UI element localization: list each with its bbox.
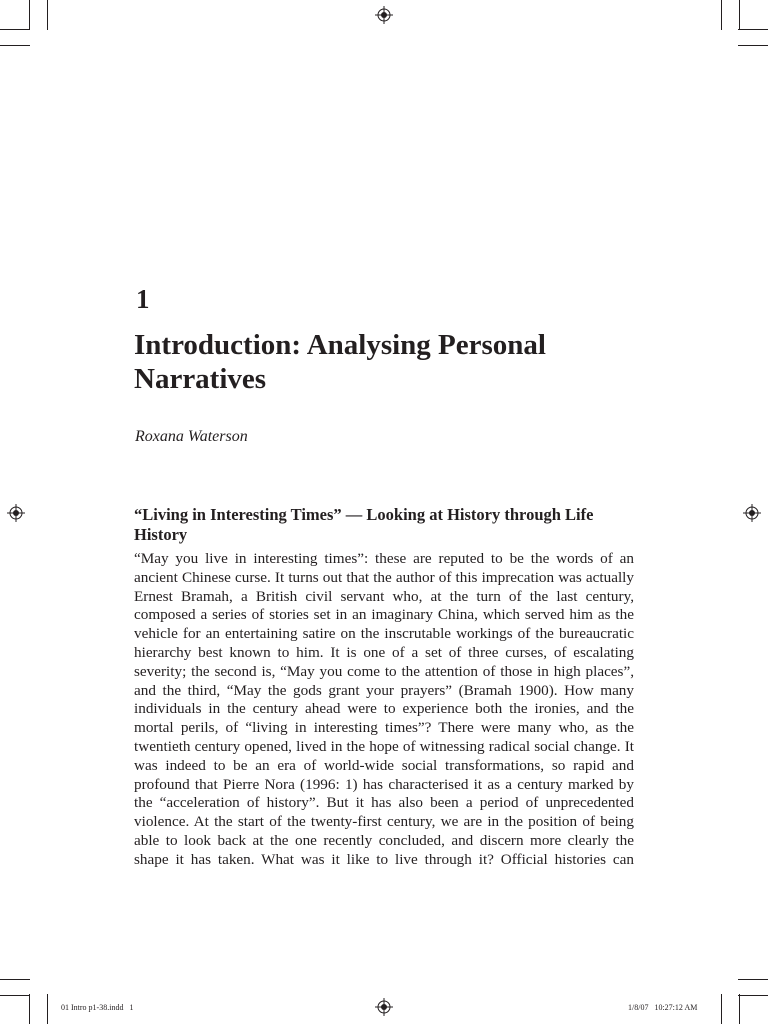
crop-mark — [47, 994, 48, 1024]
slug-timestamp: 1/8/07 10:27:12 AM — [628, 1003, 698, 1012]
crop-mark — [738, 979, 768, 980]
crop-mark — [0, 995, 30, 996]
crop-mark — [47, 0, 48, 30]
registration-mark-icon — [375, 6, 393, 24]
crop-mark — [29, 994, 30, 1024]
section-heading: “Living in Interesting Times” — Looking at History through Life History — [134, 505, 594, 544]
registration-mark-icon — [7, 504, 25, 522]
chapter-number: 1 — [136, 284, 151, 314]
crop-mark — [739, 0, 740, 30]
crop-mark — [738, 995, 768, 996]
crop-mark — [0, 979, 30, 980]
crop-mark — [29, 0, 30, 30]
crop-mark — [721, 994, 722, 1024]
crop-mark — [0, 29, 30, 30]
registration-mark-icon — [375, 998, 393, 1016]
body-paragraph: “May you live in interesting times”: these are reputed to be the words of an ancient Chinese curse. It turns out that the author of this imprecation was actually Ernest Bramah, a British civil servant who, at the turn of the last century, composed a series of stories set in an imaginary China, which served him as the vehicle for an entertaining satire on the inscrutable workings of the bureaucratic hierarchy best known to him. It is one of a set of three curses, of escalating severity; the second is, “May you come to the attention of those in high places”, and the third, “May the gods grant your prayers” (Bramah 1900). How many individuals in the century ahead were to experience both the ironies, and the mortal perils, of “living in interesting times”? There were many who, as the twentieth century opened, lived in the hope of witnessing radical social change. It was indeed to be an era of world-wide social transformations, so rapid and profound that Pierre Nora (1996: 1) has characterised it as a century marked by the “acceleration of history”. But it has also been a period of unprecedented violence. At the start of the twenty-first century, we are in the position of being able to look back at the one recently concluded, and discern more clearly the shape it has taken. What was it like to live through it? Official histories can — [134, 550, 634, 868]
chapter-author: Roxana Waterson — [135, 428, 248, 445]
crop-mark — [0, 45, 30, 46]
crop-mark — [738, 45, 768, 46]
slug-filename: 01 Intro p1-38.indd 1 — [61, 1003, 134, 1012]
chapter-title: Introduction: Analysing Personal Narratives — [134, 329, 546, 395]
crop-mark — [738, 29, 768, 30]
crop-mark — [739, 994, 740, 1024]
registration-mark-icon — [743, 504, 761, 522]
crop-mark — [721, 0, 722, 30]
